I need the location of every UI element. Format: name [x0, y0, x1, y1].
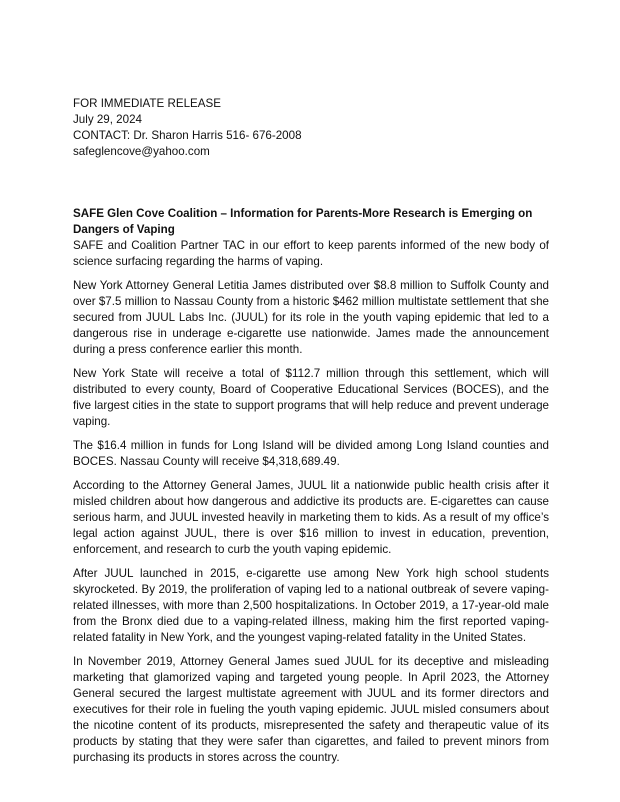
- paragraph-lawsuit: In November 2019, Attorney General James sued JUUL for its deceptive and misleading marketing that glamorized vaping and targeted young people. In April 2023, the Attorney General secured the largest multistate agreement with JUUL and its former directors and executives for their role in fueling the youth vaping epidemic. JUUL misled consumers about the nicotine content of its products, misrepresented the safety and therapeutic value of its products by stating that they were safer than cigarettes, and failed to prevent minors from purchasing its products in stores across the country.: [73, 655, 549, 764]
- press-release-title: SAFE Glen Cove Coalition – Information for Parents-More Research is Emerging on Dangers of Vaping: [73, 207, 533, 236]
- paragraph-long-island: The $16.4 million in funds for Long Island will be divided among Long Island counties and BOCES. Nassau County will receive $4,318,689.49.: [73, 439, 549, 468]
- contact-email: safeglencove@yahoo.com: [73, 145, 210, 158]
- paragraph-distribution: New York Attorney General Letitia James distributed over $8.8 million to Suffolk County and over $7.5 million to Nassau County from a historic $462 million multistate settlement that she secured from JUUL Labs Inc. (JUUL) for its role in the youth vaping epidemic that led to a dangerous rise in underage e-cigarette use nationwide. James made the announcement during a press conference earlier this month.: [73, 279, 549, 356]
- release-line: FOR IMMEDIATE RELEASE: [73, 97, 221, 110]
- press-release-header: [73, 96, 553, 160]
- paragraph-state-total: New York State will receive a total of $112.7 million through this settlement, which will distributed to every county, Board of Cooperative Educational Services (BOCES), and the five largest cities in the state to support programs that will help reduce and prevent underage vaping.: [73, 367, 549, 428]
- contact-line: CONTACT: Dr. Sharon Harris 516- 676-2008: [73, 129, 302, 142]
- paragraph-intro: SAFE and Coalition Partner TAC in our effort to keep parents informed of the new body of science surfacing regarding the harms of vaping.: [73, 239, 549, 268]
- release-date: July 29, 2024: [73, 113, 142, 126]
- press-release-body: [73, 238, 549, 774]
- paragraph-attorney-general: According to the Attorney General James, JUUL lit a nationwide public health crisis after it misled children about how dangerous and addictive its products are. E-cigarettes can cause serious harm, and JUUL invested heavily in marketing them to kids. As a result of my office’s legal action against JUUL, there is over $16 million to invest in education, prevention, enforcement, and research to curb the youth vaping epidemic.: [73, 479, 549, 556]
- paragraph-history: After JUUL launched in 2015, e-cigarette use among New York high school students skyrocketed. By 2019, the proliferation of vaping led to a national outbreak of severe vaping-related illnesses, with more than 2,500 hospitalizations. In October 2019, a 17-year-old male from the Bronx died due to a vaping-related illness, making him the first reported vaping-related fatality in New York, and the youngest vaping-related fatality in the United States.: [73, 567, 549, 644]
